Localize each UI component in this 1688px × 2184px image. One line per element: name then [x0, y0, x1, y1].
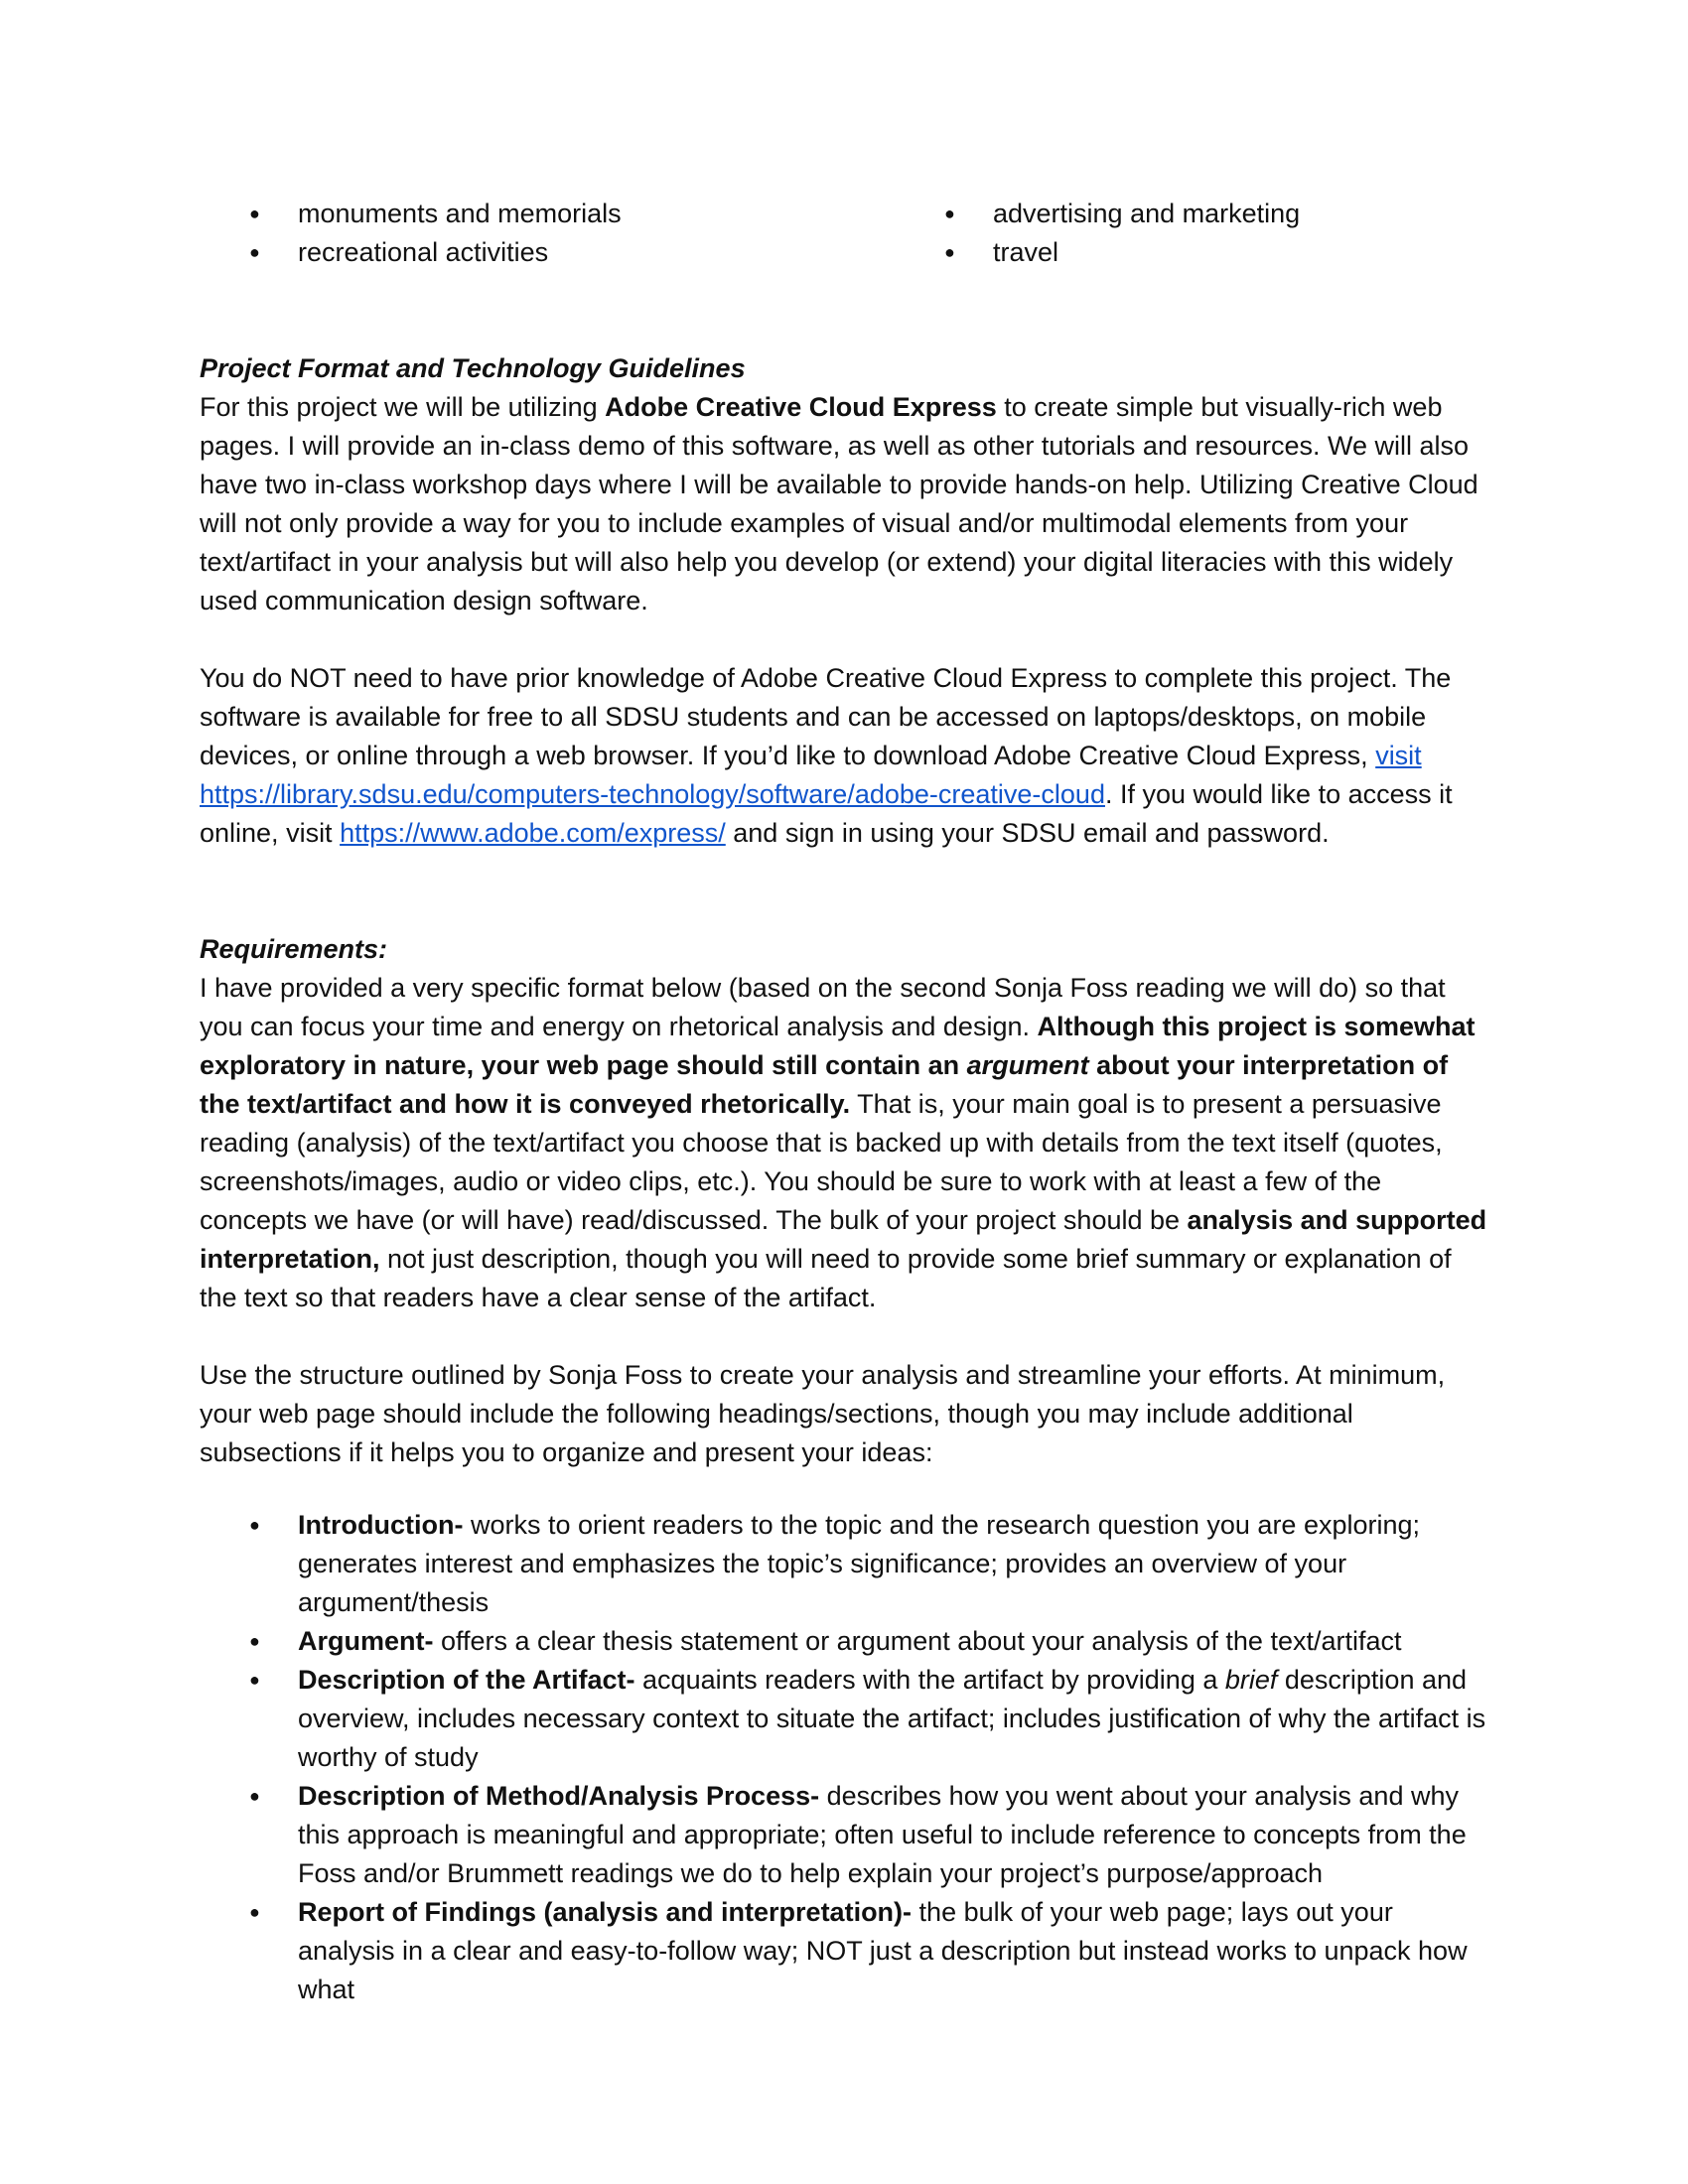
list-item: [200, 1777, 1490, 1893]
list-item: ● monuments and memorials: [200, 195, 895, 233]
text-run: not just description, though you will need to provide some brief summary or explanation of the text so that readers have a clear sense of the artifact.: [200, 1244, 1452, 1312]
software-name: Adobe Creative Cloud Express: [605, 392, 997, 422]
item-text: offers a clear thesis statement or argument about your analysis of the text/artifact: [433, 1626, 1402, 1656]
item-text: description and overview, includes necessary context to situate the artifact; includes justification of why the artifact is worthy of study: [298, 1665, 1486, 1772]
text-run: That is, your main goal is to present a persuasive reading (analysis) of the text/artifact you choose that is backed up with details from the text itself (quotes, screenshots/images, audio or video clips, etc.). You should be sure to work with at least a few of the concepts we have (or will have) read/discussed. The bulk of your project should be: [200, 1089, 1443, 1235]
item-text: acquaints readers with the artifact by providing a: [634, 1665, 1225, 1695]
section-heading-requirements: Requirements:: [200, 934, 388, 964]
list-item: ● recreational activities: [200, 233, 895, 272]
item-text: works to orient readers to the topic and the research question you are exploring; generates interest and emphasizes the topic’s significance; provides an overview of your argument/thesis: [298, 1510, 1421, 1617]
requirements-paragraph-2: Use the structure outlined by Sonja Foss to create your analysis and streamline your efforts. At minimum, your web page should include the following headings/sections, though you may include additional subsections if it helps you to organize and present your ideas:: [200, 1360, 1446, 1467]
adobe-express-link[interactable]: https://www.adobe.com/express/: [340, 818, 726, 848]
requirements-paragraph-1: [200, 969, 1490, 1317]
text-run: For this project we will be utilizing: [200, 392, 606, 422]
library-download-link[interactable]: visit https://library.sdsu.edu/computers-technology/software/adobe-creative-cloud: [200, 741, 1422, 809]
bold-run: Although this project is somewhat exploratory in nature, your web page should still contain an: [200, 1012, 1476, 1080]
section-heading-format: Project Format and Technology Guidelines: [200, 353, 746, 383]
list-item: [200, 1506, 1490, 1622]
list-item: ● advertising and marketing: [895, 195, 1451, 233]
bold-run: analysis and supported interpretation,: [200, 1205, 1487, 1274]
item-title: Report of Findings (analysis and interpretation)-: [298, 1897, 913, 1927]
topic-columns: [200, 195, 1490, 272]
item-title: Description of Method/Analysis Process-: [298, 1781, 820, 1811]
list-item: [200, 1661, 1490, 1777]
format-paragraph-2: [200, 659, 1490, 853]
item-text: the bulk of your web page; lays out your analysis in a clear and easy-to-follow way; NOT just a description but instead works to unpack how what: [298, 1897, 1468, 2004]
topic-list-left: [200, 195, 895, 272]
item-title: Introduction-: [298, 1510, 464, 1540]
text-run: . If you would like to access it online, visit: [200, 779, 1453, 848]
item-title: Description of the Artifact-: [298, 1665, 635, 1695]
bold-italic-run: argument: [966, 1050, 1089, 1080]
sections-list: [200, 1506, 1490, 2009]
text-run: I have provided a very specific format below (based on the second Sonja Foss reading we will do) so that you can focus your time and energy on rhetorical analysis and design.: [200, 973, 1446, 1041]
document-page: [200, 195, 1490, 2009]
bold-run: about your interpretation of the text/artifact and how it is conveyed rhetorically.: [200, 1050, 1449, 1119]
list-item: [200, 1622, 1490, 1661]
item-italic-text: brief: [1224, 1665, 1278, 1695]
text-run: and sign in using your SDSU email and password.: [725, 818, 1330, 848]
text-run: You do NOT need to have prior knowledge of Adobe Creative Cloud Express to complete this project. The software is available for free to all SDSU students and can be accessed on laptops/desktops, on mobile devices, or online through a web browser. If you’d like to download Adobe Creative Cloud Express,: [200, 663, 1452, 770]
text-run: to create simple but visually-rich web pages. I will provide an in-class demo of this software, as well as other tutorials and resources. We will also have two in-class workshop days where I will be available to provide hands-on help. Utilizing Creative Cloud will not only provide a way for you to include examples of visual and/or multimodal elements from your text/artifact in your analysis but will also help you develop (or extend) your digital literacies with this widely used communication design software.: [200, 392, 1478, 615]
list-item: ● travel: [895, 233, 1451, 272]
format-paragraph-1: [200, 388, 1490, 620]
list-item: [200, 1893, 1490, 2009]
item-title: Argument-: [298, 1626, 434, 1656]
item-text: describes how you went about your analysis and why this approach is meaningful and appropriate; often useful to include reference to concepts from the Foss and/or Brummett readings we do to help explain your project’s purpose/approach: [298, 1781, 1467, 1888]
topic-list-right: [895, 195, 1451, 272]
